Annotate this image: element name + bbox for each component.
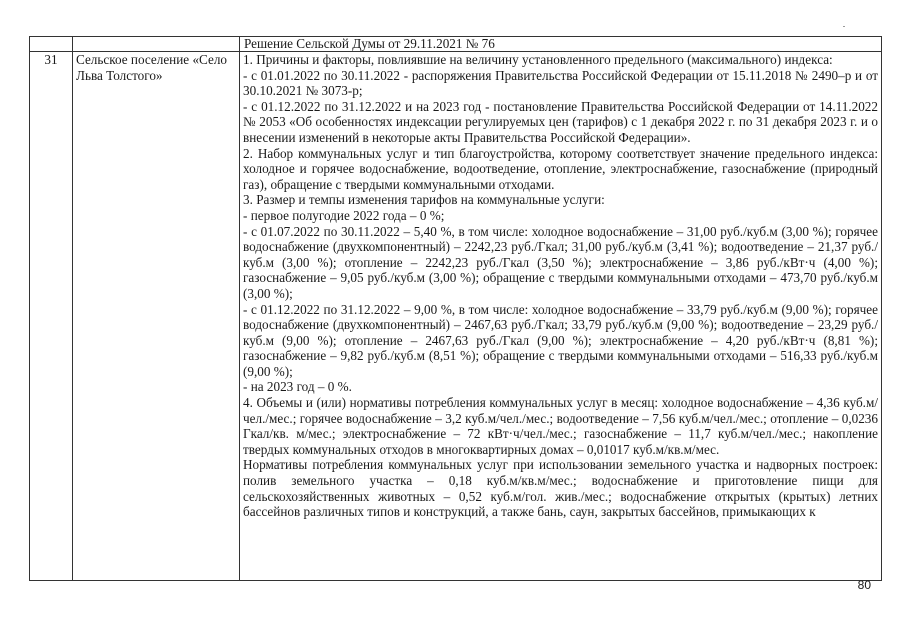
paragraph-december: - с 01.12.2022 по 31.12.2022 – 9,00 %, в том числе: холодное водоснабжение – 33,79 руб./куб.м (9,00 %); горячее водоснабжение (двухкомпонентный) – 2467,63 руб./Гкал; 33,79 руб./куб.м (9,00 %); водоотведение – 23,29 руб./куб.м (9,00 %); отопление – 2467,63 руб./Гкал (9,00 %); электроснабжение – 4,20 руб./кВт·ч (8,81 %); газоснабжение – 9,82 руб./куб.м (8,51 %); обращение с твердыми коммунальными отходами – 516,33 руб./куб.м (9,00 %); [243,301,878,379]
settlement-name: Сельское поселение «Село Льва Толстого» [73,52,240,581]
paragraph-causes-heading: 1. Причины и факторы, повлиявшие на величину установленного предельного (максимального) индекса: [243,52,833,67]
paragraph-2023: - на 2023 год – 0 %. [243,379,352,395]
paragraph-services-set: 2. Набор коммунальных услуг и тип благоустройства, которому соответствует значение предельного индекса: холодное и горячее водоснабжение, водоотведение, отопление, электроснабжение, газоснабжение (природный газ), обращение с твердыми коммунальными отходами. [243,145,878,192]
paragraph-tariffs-heading: 3. Размер и темпы изменения тарифов на коммунальные услуги: [243,192,605,208]
table-header-row [30,37,882,52]
header-empty-cell-name [73,37,240,52]
paragraph-land-plot-norms: Нормативы потребления коммунальных услуг при использовании земельного участка и надворных построек: полив земельного участка – 0,18 куб.м/кв.м/мес.; водоснабжение и приготовление пищи для сельскохозяйственных животных – 0,52 куб.м/гол. жив./мес.; водоснабжение открытых (крытых) летних бассейнов различных типов и конструкций, а также бань, саун, закрытых бассейнов, примыкающих к [243,457,878,520]
row-number: 31 [30,52,73,581]
paragraph-period-1: - с 01.01.2022 по 30.11.2022 - распоряжения Правительства Российской Федерации от 15.11.2018 № 2490–р и от 30.10.2021 № 3073-р; [243,67,878,99]
table-row [30,52,882,581]
scan-mark [843,26,845,27]
description-cell [240,52,882,581]
header-cell [240,37,882,52]
decision-title: Решение Сельской Думы от 29.11.2021 № 76 [244,36,495,51]
paragraph-first-half: - первое полугодие 2022 года – 0 %; [243,207,445,223]
paragraph-period-2: - с 01.12.2022 по 31.12.2022 и на 2023 год - постановление Правительства Российской Федерации от 14.11.2022 № 2053 «Об особенностях индексации регулируемых цен (тарифов) с 1 декабря 2022 г. по 31 декабря 2023 г. и о внесении изменений в некоторые акты Правительства Российской Федерации». [243,98,878,145]
page-number: 80 [857,578,871,592]
paragraph-july-november: - с 01.07.2022 по 30.11.2022 – 5,40 %, в том числе: холодное водоснабжение – 31,00 руб./куб.м (3,00 %); горячее водоснабжение (двухкомпонентный) – 2242,23 руб./Гкал; 31,00 руб./куб.м (3,41 %); водоотведение – 21,37 руб./куб.м (3,00 %); отопление – 2242,23 руб./Гкал (3,50 %); электроснабжение – 3,86 руб./кВт·ч (4,00 %); газоснабжение – 9,05 руб./куб.м (3,00 %); обращение с твердыми коммунальными отходами – 473,70 руб./куб.м (3,00 %); [243,223,878,301]
paragraph-consumption-norms: 4. Объемы и (или) нормативы потребления коммунальных услуг в месяц: холодное водоснабжение – 4,36 куб.м/чел./мес.; горячее водоснабжение – 3,2 куб.м/чел./мес.; водоотведение – 7,56 куб.м/чел./мес.; отопление – 0,0236 Гкал/кв. м/мес.; электроснабжение – 72 кВт·ч/чел./мес.; газоснабжение – 11,7 куб.м/чел./мес.; накопление твердых коммунальных отходов в многоквартирных домах – 0,01017 куб.м/кв.м/мес. [243,395,878,457]
header-empty-cell-number [30,37,73,52]
regulation-table [29,36,882,581]
